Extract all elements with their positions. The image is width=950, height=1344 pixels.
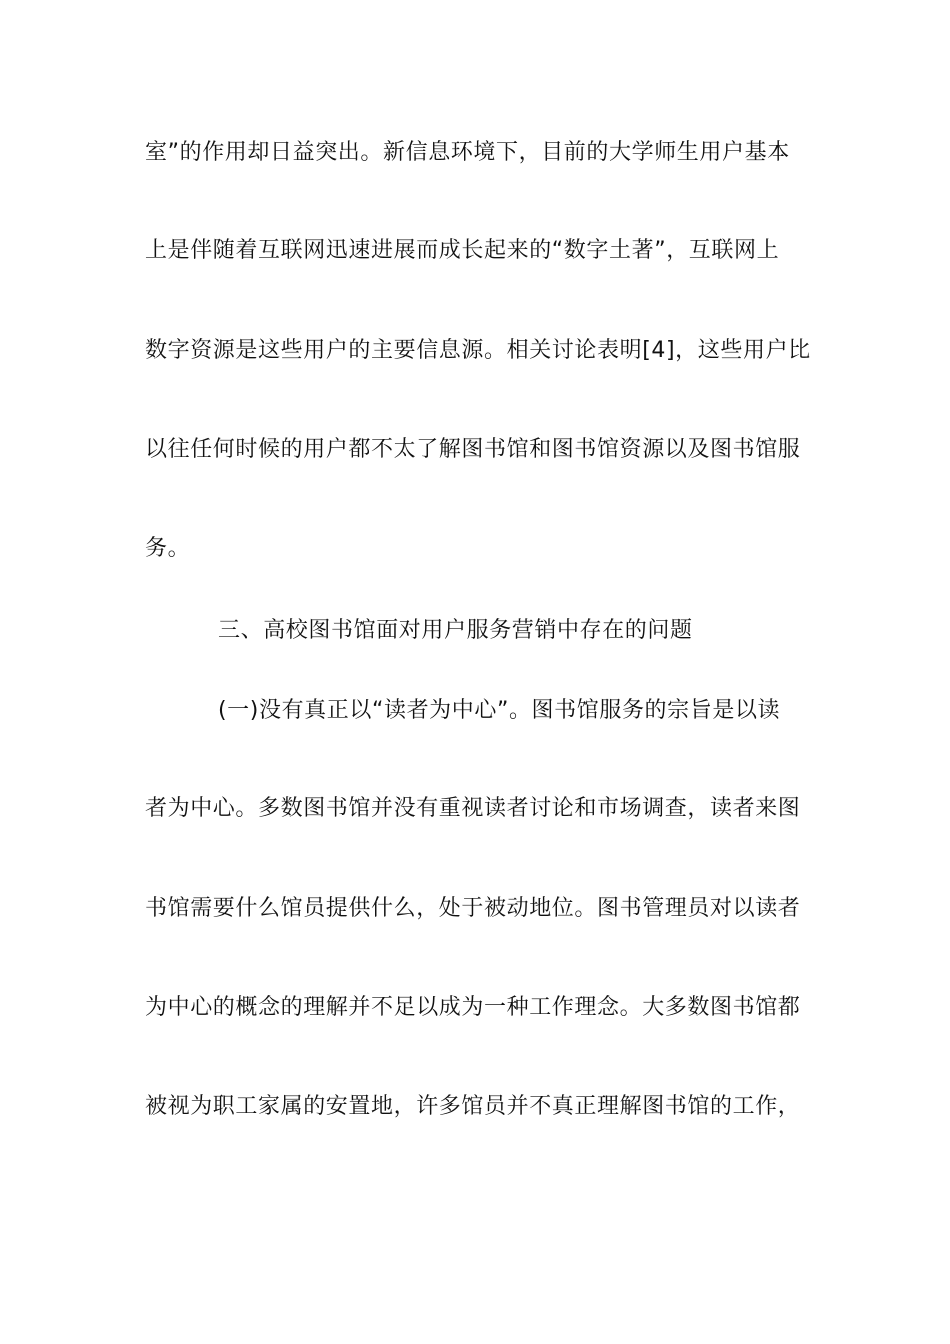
paragraph-line-5: 务。: [145, 536, 191, 561]
paragraph-line-2: 上是伴随着互联网迅速进展而成长起来的“数字土著”，互联网上: [145, 238, 780, 263]
paragraph-line-3: 数字资源是这些用户的主要信息源。相关讨论表明[4]，这些用户比: [145, 338, 811, 363]
section-heading: 三、高校图书馆面对用户服务营销中存在的问题: [218, 618, 693, 643]
subsection-line-1: (一)没有真正以“读者为中心”。图书馆服务的宗旨是以读: [218, 698, 781, 723]
paragraph-line-6: 者为中心。多数图书馆并没有重视读者讨论和市场调查，读者来图: [145, 796, 801, 821]
paragraph-line-7: 书馆需要什么馆员提供什么，处于被动地位。图书管理员对以读者: [145, 896, 801, 921]
paragraph-line-9: 被视为职工家属的安置地，许多馆员并不真正理解图书馆的工作，: [145, 1094, 801, 1119]
paragraph-line-4: 以往任何时候的用户都不太了解图书馆和图书馆资源以及图书馆服: [145, 437, 801, 462]
paragraph-line-8: 为中心的概念的理解并不足以成为一种工作理念。大多数图书馆都: [145, 995, 801, 1020]
paragraph-line-1: 室”的作用却日益突出。新信息环境下，目前的大学师生用户基本: [145, 140, 790, 165]
